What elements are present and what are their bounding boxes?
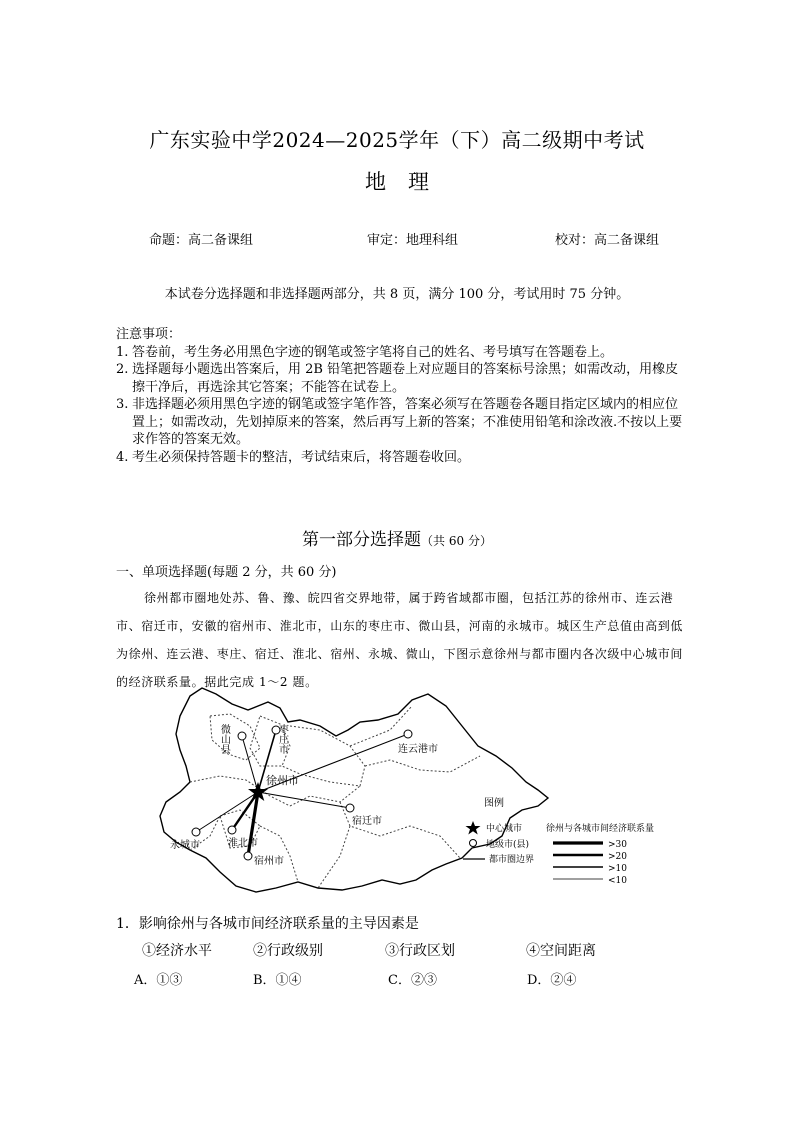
weishan-label: 微山县 xyxy=(218,724,230,754)
part-one-heading: 第一部分选择题 xyxy=(302,530,422,550)
legend-boundary: 都市圈边界 xyxy=(489,855,535,865)
yongcheng-label: 永城市 xyxy=(170,840,200,851)
question-1-stem: 1．影响徐州与各城市间经济联系量的主导因素是 xyxy=(116,916,419,932)
notes-heading: 注意事项： xyxy=(116,327,182,342)
note-item xyxy=(116,344,686,362)
choice-b: B．①④ xyxy=(253,973,302,988)
lianyungang-marker xyxy=(404,730,412,738)
huaibei-marker xyxy=(228,826,236,834)
exam-title: 广东实验中学2024—2025学年（下）高二级期中考试 xyxy=(149,128,645,152)
suzhou-label: 宿州市 xyxy=(254,856,284,867)
legend-circle-icon xyxy=(470,840,477,847)
part-one-title xyxy=(0,525,794,550)
xuzhou-label: 徐州市 xyxy=(266,774,299,787)
factor-option: ④空间距离 xyxy=(526,943,596,959)
factor-option: ①经济水平 xyxy=(142,943,212,959)
note-item xyxy=(116,361,686,396)
note-item xyxy=(116,396,686,449)
suzhou-marker xyxy=(244,852,252,860)
factor-option: ③行政区划 xyxy=(385,943,455,959)
proofreader-label: 校对：高二备课组 xyxy=(555,233,660,248)
legend-center-city: 中心城市 xyxy=(486,824,523,834)
note-number: 2. xyxy=(116,362,129,377)
zaozhuang-label: 枣庄市 xyxy=(276,724,288,754)
legend-level-city: 地级市(县) xyxy=(486,840,530,850)
reviewer-label: 审定：地理科组 xyxy=(367,233,459,248)
note-text: 选择题每小题选出答案后，用 2B 铅笔把答题卷上对应题目的答案标号涂黑；如需改动，用橡皮擦干净后，再选涂其它答案；不能答在试卷上。 xyxy=(132,362,679,395)
exam-intro: 本试卷分选择题和非选择题两部分，共 8 页，满分 100 分，考试用时 75 分钟。 xyxy=(164,287,630,302)
link-weishan xyxy=(242,736,258,792)
legend-level-20: >20 xyxy=(608,852,627,862)
note-text: 考生必须保持答题卡的整洁，考试结束后，将答题卷收回。 xyxy=(132,449,471,465)
note-text: 答卷前，考生务必用黑色字迹的钢笔或签字笔将自己的姓名、考号填写在答题卷上。 xyxy=(132,344,614,360)
legend-title: 图例 xyxy=(484,798,504,809)
legend-level-10: >10 xyxy=(608,864,627,874)
map-legend xyxy=(463,796,654,886)
internal-borders xyxy=(190,706,480,888)
choice-c: C．②③ xyxy=(388,973,437,988)
huaibei-label: 淮北市 xyxy=(228,838,258,849)
note-number: 4. xyxy=(116,449,129,465)
choice-a: A．①③ xyxy=(134,973,183,988)
setter-label: 命题：高二备课组 xyxy=(149,233,254,248)
legend-level-lt10: <10 xyxy=(608,876,627,886)
legend-link-title: 徐州与各城市间经济联系量 xyxy=(546,824,655,834)
note-text: 非选择题必须用黑色字迹的钢笔或签字笔作答，答案必须写在答题卷各题目指定区域内的相应位置上；如需改动，先划掉原来的答案，然后再写上新的答案；不准使用铅笔和涂改液.不按以上要求作答的答案无效。 xyxy=(132,397,683,447)
note-number: 1. xyxy=(116,344,129,360)
lianyungang-label: 连云港市 xyxy=(398,744,438,755)
legend-level-30: >30 xyxy=(608,840,627,850)
choice-d: D．②④ xyxy=(527,973,577,988)
suqian-label: 宿迁市 xyxy=(352,816,382,827)
xuzhou-metro-map xyxy=(150,686,690,896)
note-number: 3. xyxy=(116,397,129,412)
factor-option: ②行政级别 xyxy=(253,943,323,959)
note-item xyxy=(116,449,686,467)
part-one-score: （共 60 分） xyxy=(421,534,492,548)
section-title: 一、单项选择题(每题 2 分，共 60 分) xyxy=(116,565,337,580)
passage-text: 徐州都市圈地处苏、鲁、豫、皖四省交界地带，属于跨省域都市圈，包括江苏的徐州市、连云港市、宿迁市，安徽的宿州市、淮北市，山东的枣庄市、微山县，河南的永城市。城区生产总值由高到低为徐州、连云港、枣庄、宿迁、淮北、宿州、永城、微山，下图示意徐州与都市圈内各次级中心城市间的经济联系量。据此完成 1～2 题。 xyxy=(116,591,684,689)
suqian-marker xyxy=(346,804,354,812)
link-suqian xyxy=(258,792,350,808)
link-yongcheng xyxy=(196,792,258,832)
notes-block xyxy=(116,326,686,466)
legend-star-icon xyxy=(466,821,481,835)
yongcheng-marker xyxy=(192,828,200,836)
subject-title: 地理 xyxy=(365,170,451,194)
weishan-marker xyxy=(238,732,246,740)
